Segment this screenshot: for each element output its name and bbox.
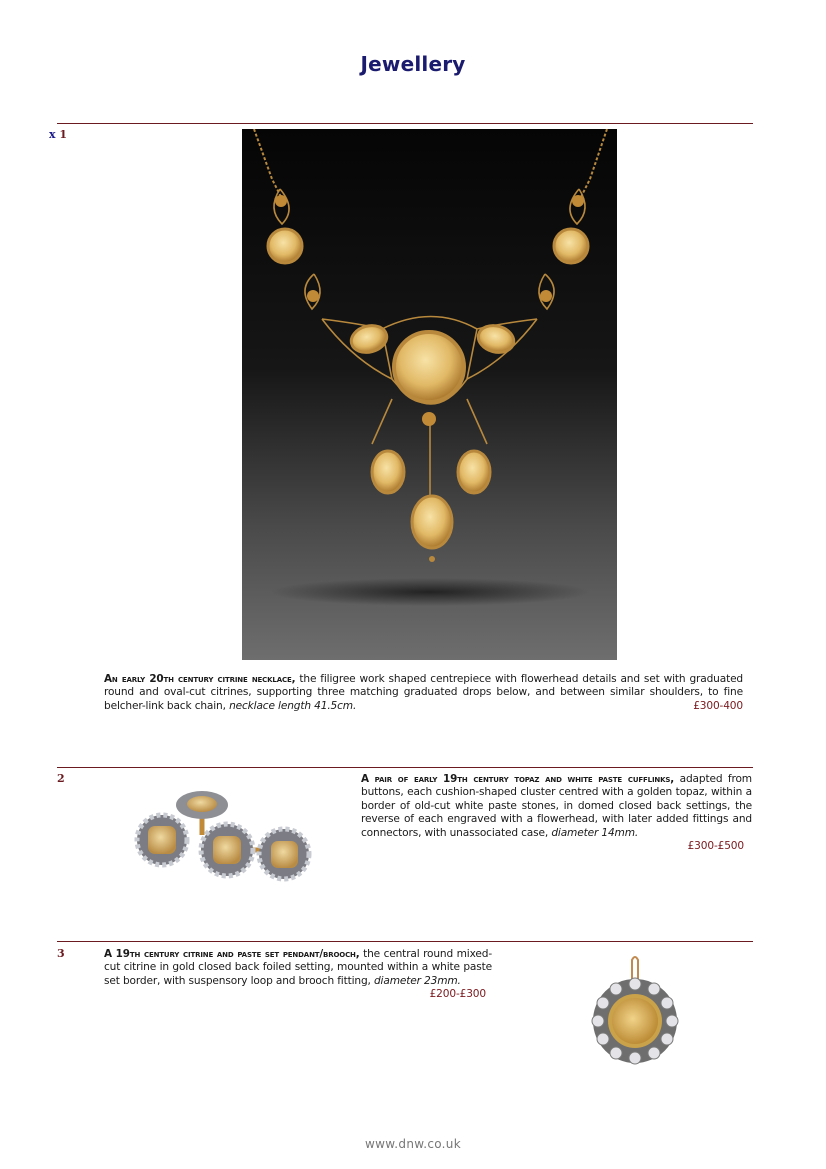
lot-divider bbox=[57, 767, 753, 768]
lot-number-value: 1 bbox=[59, 128, 68, 141]
lot-prefix: x bbox=[49, 128, 56, 141]
lot-description bbox=[104, 948, 492, 988]
lot-dimension: diameter 14mm. bbox=[551, 826, 639, 839]
lot-estimate: £300-£500 bbox=[687, 840, 744, 853]
lot-description bbox=[361, 773, 752, 853]
lot-body: adapted from buttons, each cushion-shaped cluster centred with a golden topaz, within a border of old-cut white paste stones, in domed closed back settings, the reverse of each engraved with a flowerhead, with later added fittings and connectors, with unassociated case, bbox=[361, 773, 752, 839]
lot-number bbox=[57, 772, 65, 785]
cufflinks-image bbox=[132, 785, 312, 885]
pendant-image bbox=[588, 952, 683, 1072]
lot-divider bbox=[57, 941, 753, 942]
lot-number-value: 2 bbox=[57, 772, 65, 785]
page-title: Jewellery bbox=[360, 52, 466, 76]
lot-estimate: £300-400 bbox=[693, 700, 743, 712]
footer-url[interactable]: www.dnw.co.uk bbox=[365, 1137, 461, 1151]
lot-dimension: diameter 23mm. bbox=[373, 974, 461, 987]
lot-heading: An early 20th century citrine necklace, bbox=[104, 673, 296, 685]
lot-number bbox=[57, 947, 65, 960]
topaz-cufflinks-photo bbox=[132, 785, 312, 885]
lot-body: the central round mixed-cut citrine in gold closed back foiled setting, mounted within a white paste set border, with suspensory loop and brooch fitting, bbox=[104, 948, 492, 987]
lot-heading: A pair of early 19th century topaz and white paste cufflinks, bbox=[361, 773, 675, 785]
lot-body: the filigree work shaped centrepiece with flowerhead details and set with graduated round and oval-cut citrines, supporting three matching graduated drops below, and between similar shoulders, to fine belcher-link back chain, bbox=[104, 673, 744, 712]
lot-dimension: necklace length 41.5cm. bbox=[229, 699, 357, 712]
lot-divider bbox=[57, 123, 753, 124]
necklace-image bbox=[242, 129, 617, 660]
lot-heading: A 19th century citrine and paste set pendant/brooch, bbox=[104, 948, 360, 960]
lot-estimate: £200-£300 bbox=[429, 988, 486, 1000]
citrine-necklace-photo bbox=[242, 129, 617, 660]
citrine-pendant-photo bbox=[588, 952, 683, 1072]
lot-number bbox=[49, 128, 67, 141]
lot-number-value: 3 bbox=[57, 947, 65, 960]
